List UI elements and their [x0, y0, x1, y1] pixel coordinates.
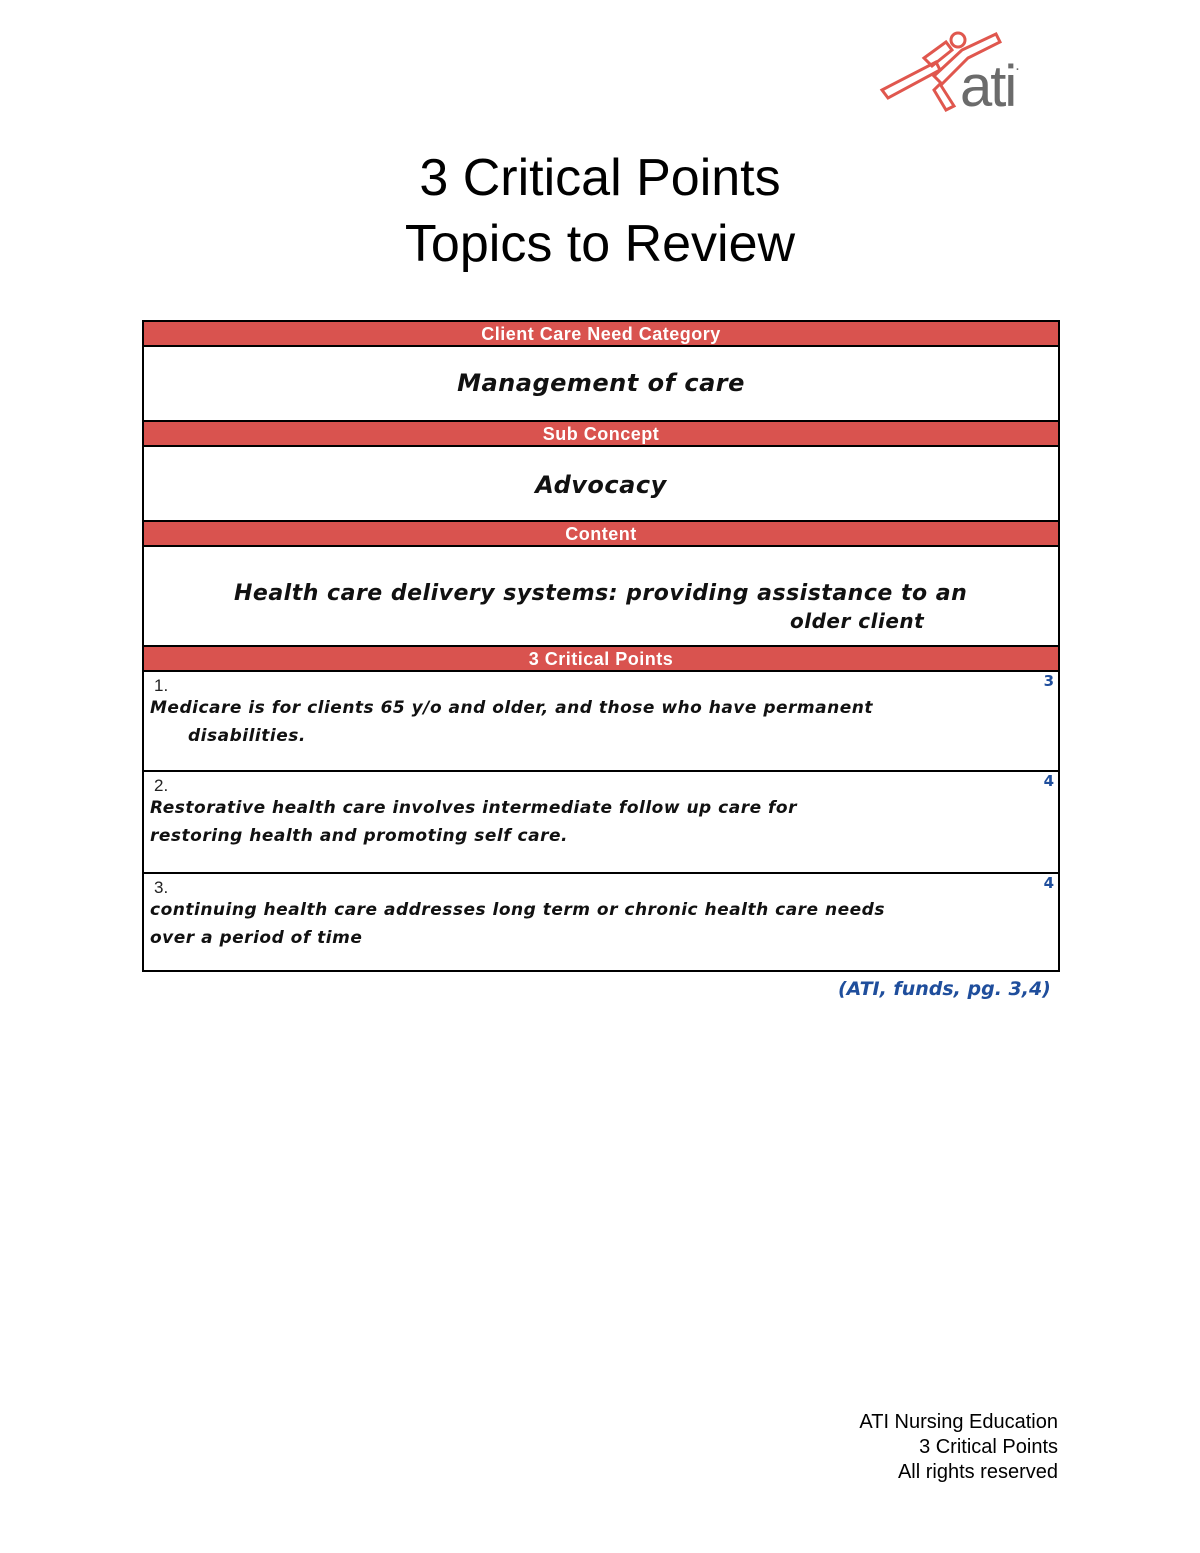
page-footer: [760, 1410, 1058, 1485]
point-line-2: restoring health and promoting self care.: [150, 826, 568, 846]
page-reference: 4: [1043, 772, 1054, 790]
subconcept-header: Sub Concept: [144, 422, 1058, 447]
point-line-1: continuing health care addresses long term or chronic health care needs: [150, 900, 885, 920]
content-line-2: older client: [790, 609, 925, 633]
critical-point-2: [144, 772, 1058, 874]
footer-line-2: 3 Critical Points: [919, 1436, 1058, 1458]
page-reference: 4: [1043, 874, 1054, 892]
point-number: 1.: [154, 676, 169, 695]
page-reference: 3: [1043, 672, 1054, 690]
logo-wordmark: ati.: [960, 54, 1018, 119]
point-text: [150, 794, 1045, 850]
point-text: [150, 896, 1045, 952]
title-line-1: 3 Critical Points: [419, 149, 781, 207]
footer-line-3: All rights reserved: [897, 1461, 1058, 1483]
title-line-2: Topics to Review: [404, 215, 796, 273]
subconcept-value: Advocacy: [535, 471, 667, 499]
point-text: [150, 694, 1045, 750]
content-line-1: Health care delivery systems: providing assistance to an: [234, 581, 968, 606]
category-value: Management of care: [457, 369, 745, 397]
point-line-1: Medicare is for clients 65 y/o and older, and those who have permanent: [150, 698, 873, 718]
subconcept-cell: [144, 447, 1058, 522]
category-cell: [144, 347, 1058, 422]
point-number: 2.: [154, 776, 169, 795]
point-line-2: disabilities.: [188, 726, 306, 746]
critical-point-3: [144, 874, 1058, 970]
critical-points-header: 3 Critical Points: [144, 647, 1058, 672]
content-cell: [144, 547, 1058, 647]
point-line-1: Restorative health care involves intermediate follow up care for: [150, 798, 797, 818]
point-number: 3.: [154, 878, 169, 897]
critical-point-1: [144, 672, 1058, 772]
footer-line-1: ATI Nursing Education: [859, 1411, 1058, 1433]
point-line-2: over a period of time: [150, 928, 363, 948]
category-header: Client Care Need Category: [144, 322, 1058, 347]
source-citation: (ATI, funds, pg. 3,4): [838, 978, 1051, 1000]
content-header: Content: [144, 522, 1058, 547]
page-title: [0, 145, 1200, 277]
worksheet-table: [142, 320, 1060, 972]
